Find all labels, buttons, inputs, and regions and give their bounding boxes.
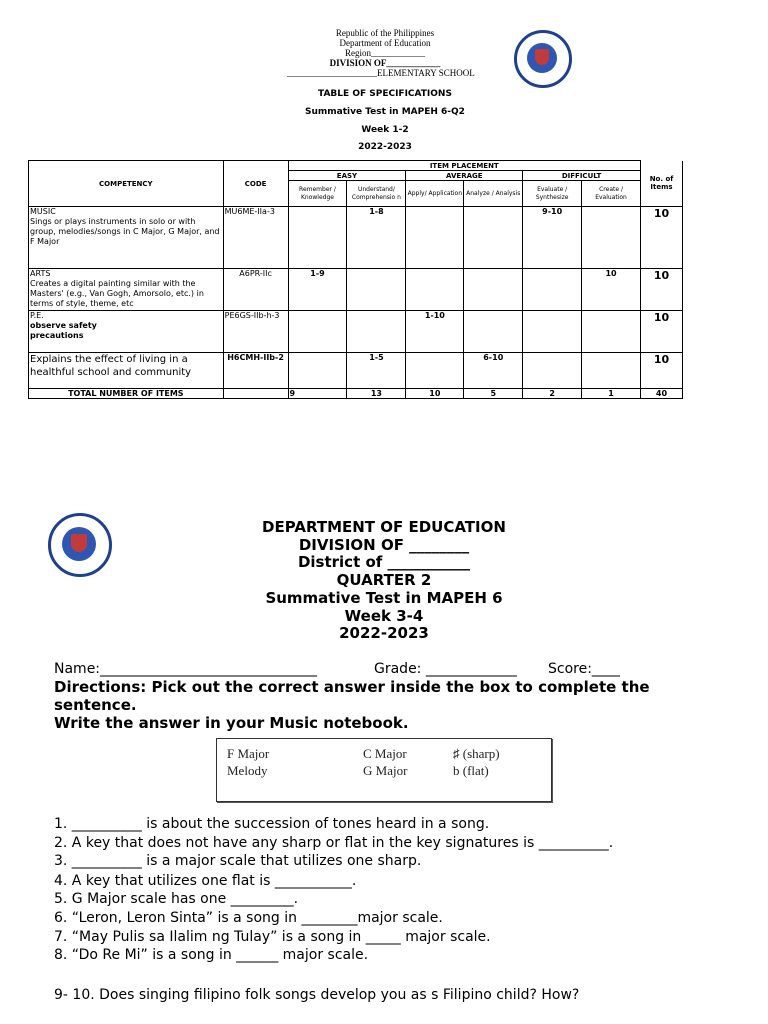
cell-remember xyxy=(288,353,347,389)
cell-evaluate: 9-10 xyxy=(523,207,582,269)
subject-label: ARTS xyxy=(30,269,51,278)
choice-melody: Melody xyxy=(227,763,268,778)
cell-create xyxy=(582,353,641,389)
total-items: 40 xyxy=(641,389,683,399)
cell-evaluate xyxy=(523,311,582,353)
question-2: 2. A key that does not have any sharp or flat in the key signatures is __________. xyxy=(54,835,614,851)
cell-create: 10 xyxy=(582,269,641,311)
dept-title: DEPARTMENT OF EDUCATION xyxy=(262,518,506,536)
cell-total: 10 xyxy=(641,353,683,389)
subject-label: MUSIC xyxy=(30,207,56,216)
name-field: Name:_______________________________ xyxy=(54,661,318,677)
header-easy: EASY xyxy=(288,171,406,181)
cell-analyze xyxy=(464,269,523,311)
cell-understand: 1-5 xyxy=(347,353,406,389)
code-cell: A6PR-IIc xyxy=(223,269,288,311)
competency-cell xyxy=(29,311,224,353)
level-remember: Remember / Knowledge xyxy=(288,181,347,207)
table-row xyxy=(29,353,683,389)
year-line: 2022-2023 xyxy=(339,624,429,642)
directions-line-3: Write the answer in your Music notebook. xyxy=(54,714,409,732)
total-apply: 10 xyxy=(406,389,464,399)
tos-table xyxy=(28,160,683,399)
choice-g-major: G Major xyxy=(363,763,408,778)
table-row xyxy=(29,311,683,353)
cell-create xyxy=(582,311,641,353)
total-evaluate: 2 xyxy=(523,389,582,399)
cell-understand: 1-8 xyxy=(347,207,406,269)
header-school: ____________________ELEMENTARY SCHOOL xyxy=(287,68,475,78)
competency-cell xyxy=(29,269,224,311)
table-row xyxy=(29,269,683,311)
cell-apply xyxy=(406,207,464,269)
competency-text: observe safety precautions xyxy=(30,321,97,340)
directions-line-2: sentence. xyxy=(54,696,137,714)
level-create: Create / Evaluation xyxy=(582,181,641,207)
level-analyze: Analyze / Analysis xyxy=(464,181,523,207)
directions-line-1: Directions: Pick out the correct answer inside the box to complete the xyxy=(54,678,650,696)
code-cell: H6CMH-IIb-2 xyxy=(223,353,288,389)
cell-total: 10 xyxy=(641,269,683,311)
header-competency: COMPETENCY xyxy=(29,161,224,207)
competency-cell xyxy=(29,207,224,269)
cell-understand xyxy=(347,311,406,353)
cell-evaluate xyxy=(523,353,582,389)
code-cell: MU6ME-IIa-3 xyxy=(223,207,288,269)
cell-total: 10 xyxy=(641,207,683,269)
choice-flat: b (flat) xyxy=(453,763,489,778)
grade-field: Grade: _____________ xyxy=(374,661,517,677)
cell-analyze xyxy=(464,311,523,353)
deped-seal-icon xyxy=(48,513,112,577)
table-row xyxy=(29,207,683,269)
total-create: 1 xyxy=(582,389,641,399)
cell-remember xyxy=(288,311,347,353)
competency-text: Sings or plays instruments in solo or with group, melodies/songs in C Major, G Major, and F Major xyxy=(30,217,220,246)
cell-create xyxy=(582,207,641,269)
total-remember: 9 xyxy=(288,389,347,399)
question-4: 4. A key that utilizes one flat is ___________. xyxy=(54,873,357,889)
quarter-line: QUARTER 2 xyxy=(336,571,432,589)
test-title: Summative Test in MAPEH 6 xyxy=(265,589,503,607)
header-division: DIVISION OF____________ xyxy=(329,58,441,68)
choice-f-major: F Major xyxy=(227,746,270,761)
cell-analyze: 6-10 xyxy=(464,353,523,389)
choice-sharp: ♯ (sharp) xyxy=(453,746,500,761)
division-line: DIVISION OF ________ xyxy=(298,536,470,554)
question-9-10: 9- 10. Does singing filipino folk songs develop you as s Filipino child? How? xyxy=(54,987,580,1003)
header-no-items: No. of Items xyxy=(641,161,683,207)
level-evaluate: Evaluate / Synthesize xyxy=(523,181,582,207)
answer-choices-box xyxy=(216,738,552,802)
competency-cell xyxy=(29,353,224,389)
subject-label: P.E. xyxy=(30,311,44,320)
header-deped: Department of Education xyxy=(339,38,431,48)
cell-analyze xyxy=(464,207,523,269)
competency-text: Creates a digital painting similar with the Masters' (e.g., Van Gogh, Amorsolo, etc.) in terms of style, theme, etc xyxy=(30,279,204,308)
total-code-cell xyxy=(223,389,288,399)
cell-understand xyxy=(347,269,406,311)
score-field: Score:____ xyxy=(548,661,620,677)
week-line: Week 3-4 xyxy=(344,607,424,625)
total-analyze: 5 xyxy=(464,389,523,399)
total-label: TOTAL NUMBER OF ITEMS xyxy=(29,389,224,399)
level-understand: Understand/ Comprehensio n xyxy=(347,181,406,207)
deped-seal-icon xyxy=(514,30,572,88)
header-average: AVERAGE xyxy=(406,171,523,181)
header-code: CODE xyxy=(223,161,288,207)
tos-subtitle: Summative Test in MAPEH 6-Q2 xyxy=(305,107,465,117)
total-understand: 13 xyxy=(347,389,406,399)
code-cell: PE6GS-IIb-h-3 xyxy=(223,311,288,353)
header-republic: Republic of the Philippines xyxy=(335,28,435,38)
question-6: 6. “Leron, Leron Sinta” is a song in ________major scale. xyxy=(54,910,443,926)
cell-total: 10 xyxy=(641,311,683,353)
question-8: 8. “Do Re Mi” is a song in ______ major scale. xyxy=(54,947,369,963)
cell-remember: 1-9 xyxy=(288,269,347,311)
cell-apply xyxy=(406,269,464,311)
choice-c-major: C Major xyxy=(363,746,407,761)
cell-remember xyxy=(288,207,347,269)
question-7: 7. “May Pulis sa Ilalim ng Tulay” is a song in _____ major scale. xyxy=(54,929,491,945)
tos-year: 2022-2023 xyxy=(358,142,412,152)
total-row xyxy=(29,389,683,399)
question-3: 3. __________ is a major scale that utilizes one sharp. xyxy=(54,853,422,869)
header-difficult: DIFFICULT xyxy=(523,171,641,181)
question-5: 5. G Major scale has one _________. xyxy=(54,891,299,907)
competency-text: Explains the effect of living in a healthful school and community xyxy=(30,354,192,378)
cell-apply xyxy=(406,353,464,389)
tos-week: Week 1-2 xyxy=(361,125,409,135)
level-apply: Apply/ Application xyxy=(406,181,464,207)
header-region: Region____________ xyxy=(345,48,425,58)
tos-title: TABLE OF SPECIFICATIONS xyxy=(318,89,452,99)
cell-apply: 1-10 xyxy=(406,311,464,353)
cell-evaluate xyxy=(523,269,582,311)
question-1: 1. __________ is about the succession of tones heard in a song. xyxy=(54,816,490,832)
header-item-placement: ITEM PLACEMENT xyxy=(288,161,640,171)
district-line: District of ___________ xyxy=(297,553,471,571)
